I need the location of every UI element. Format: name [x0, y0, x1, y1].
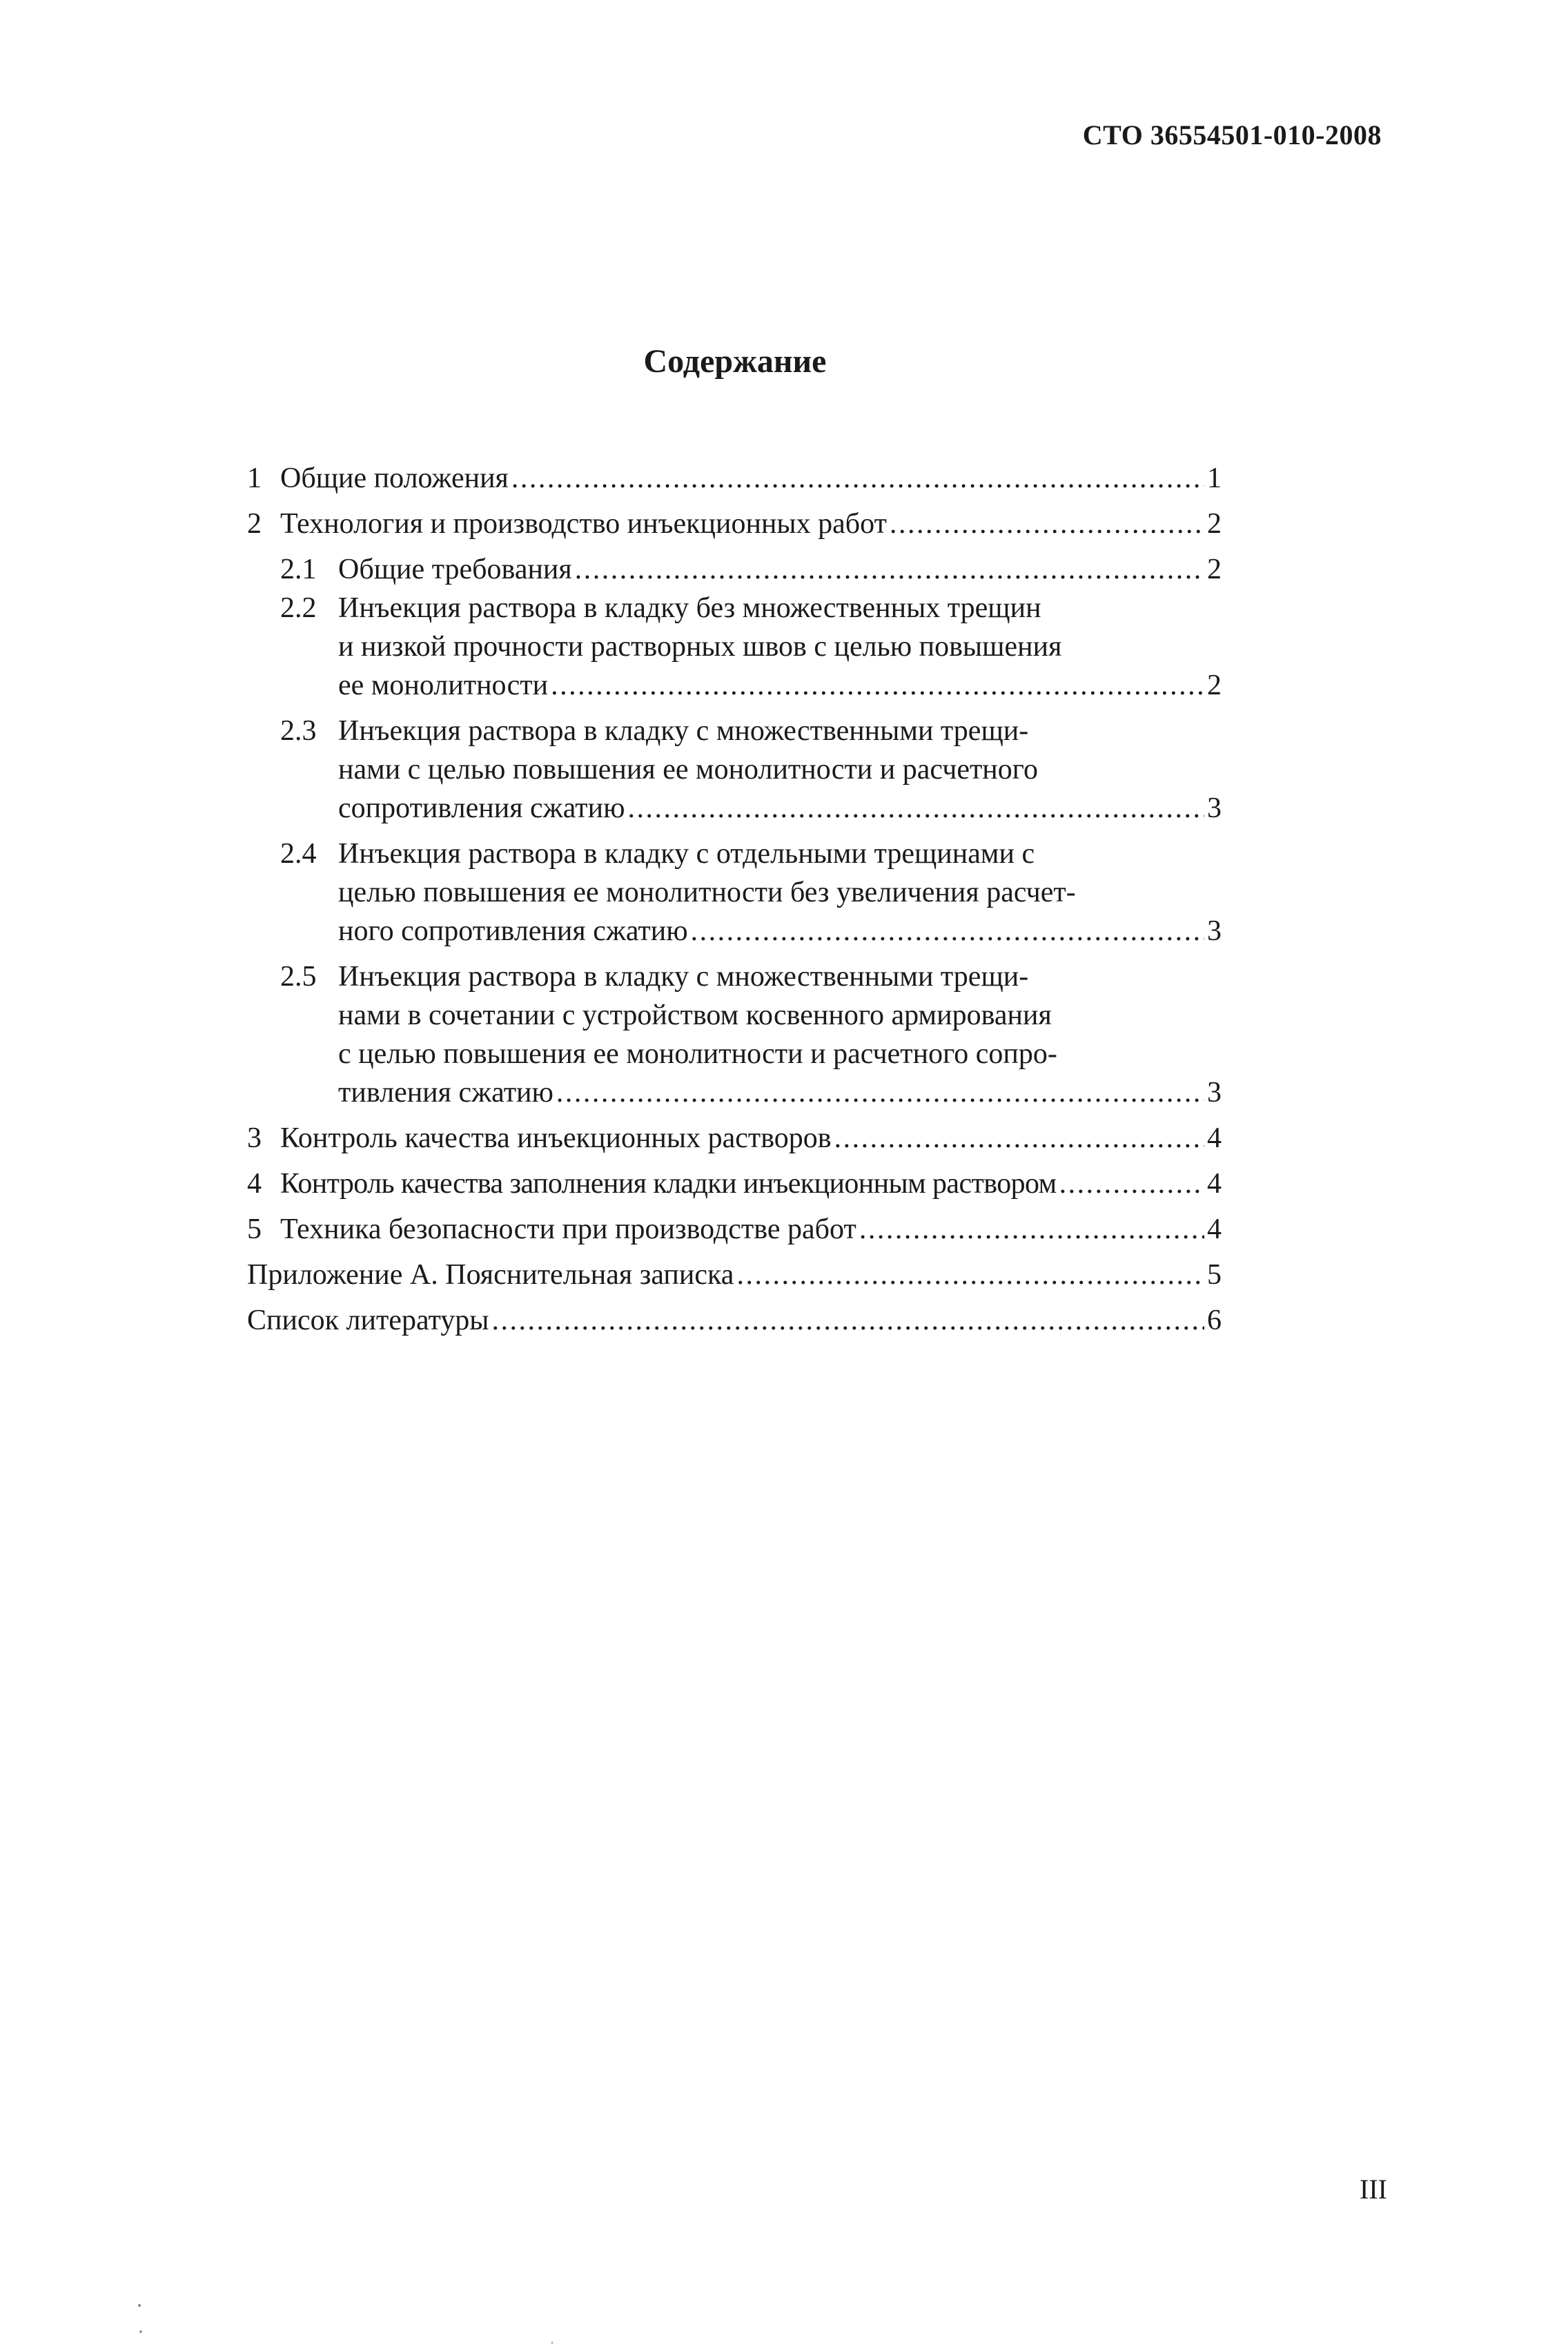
- toc-entry-title-line: Инъекция раствора в кладку с множественными трещи-: [338, 961, 1029, 993]
- toc-entry-number: 5: [247, 1213, 262, 1245]
- toc-entry-number: 2.2: [280, 592, 317, 624]
- toc-entry-page: 6: [1207, 1305, 1222, 1336]
- toc-entry-title-line: нами с целью повышения ее монолитности и расчетного: [338, 754, 1038, 786]
- toc-entry-title-line: и низкой прочности растворных швов с целью повышения: [338, 631, 1062, 663]
- toc-entry-number: 2.4: [280, 838, 317, 870]
- toc-entry-page: 4: [1207, 1168, 1222, 1200]
- toc-entry-title: Техника безопасности при производстве работ: [280, 1213, 856, 1245]
- toc-entry-page: 2: [1207, 508, 1222, 540]
- toc-entry-number: 3: [247, 1122, 262, 1154]
- toc-entry-title-line: сопротивления сжатию: [338, 792, 625, 824]
- toc-entry-number: 2.3: [280, 715, 317, 747]
- toc-entry-number: 2.1: [280, 554, 317, 585]
- toc-entry-title: Контроль качества заполнения кладки инъекционным раствором: [280, 1168, 1057, 1200]
- toc-entry-page: 3: [1207, 792, 1222, 824]
- toc-entry-title-line: Инъекция раствора в кладку с множественными трещи-: [338, 715, 1029, 747]
- toc-entry-title: Технология и производство инъекционных работ: [280, 508, 887, 540]
- toc-entry-title-line: с целью повышения ее монолитности и расчетного сопро-: [338, 1038, 1057, 1070]
- toc-title: Содержание: [643, 343, 827, 380]
- toc-entry-title: Список литературы: [247, 1305, 489, 1336]
- toc-entry-number: 2.5: [280, 961, 317, 993]
- toc-entry-title-line: Инъекция раствора в кладку с отдельными трещинами с: [338, 838, 1035, 870]
- toc-entry-page: 2: [1207, 554, 1222, 585]
- toc-entry-page: 3: [1207, 1077, 1222, 1109]
- toc-entry-number: 2: [247, 508, 262, 540]
- toc-entry-page: 1: [1207, 462, 1222, 494]
- toc-entry-title: Общие требования: [338, 554, 572, 585]
- toc-entry-number: 4: [247, 1168, 262, 1200]
- toc-entry-title: Общие положения: [280, 462, 509, 494]
- toc-entry-title-line: целью повышения ее монолитности без увеличения расчет-: [338, 877, 1076, 908]
- toc-entry-title: Приложение А. Пояснительная записка: [247, 1259, 734, 1291]
- toc-entry-title-line: ее монолитности: [338, 670, 549, 701]
- toc-entry-page: 5: [1207, 1259, 1222, 1291]
- toc-entry-title: Контроль качества инъекционных растворов: [280, 1122, 832, 1154]
- toc-entry-page: 4: [1207, 1122, 1222, 1154]
- toc-entry-page: 4: [1207, 1213, 1222, 1245]
- document-code: СТО 36554501-010-2008: [1082, 119, 1382, 150]
- toc-entry-page: 2: [1207, 670, 1222, 701]
- page-number: III: [1360, 2174, 1387, 2205]
- toc-entry-number: 1: [247, 462, 262, 494]
- toc-entry-title-line: Инъекция раствора в кладку без множественных трещин: [338, 592, 1041, 624]
- toc-entry-page: 3: [1207, 915, 1222, 947]
- toc-entry-title-line: ного сопротивления сжатию: [338, 915, 688, 947]
- toc-entry-title-line: тивления сжатию: [338, 1077, 553, 1109]
- toc-entry-title-line: нами в сочетании с устройством косвенного армирования: [338, 999, 1052, 1031]
